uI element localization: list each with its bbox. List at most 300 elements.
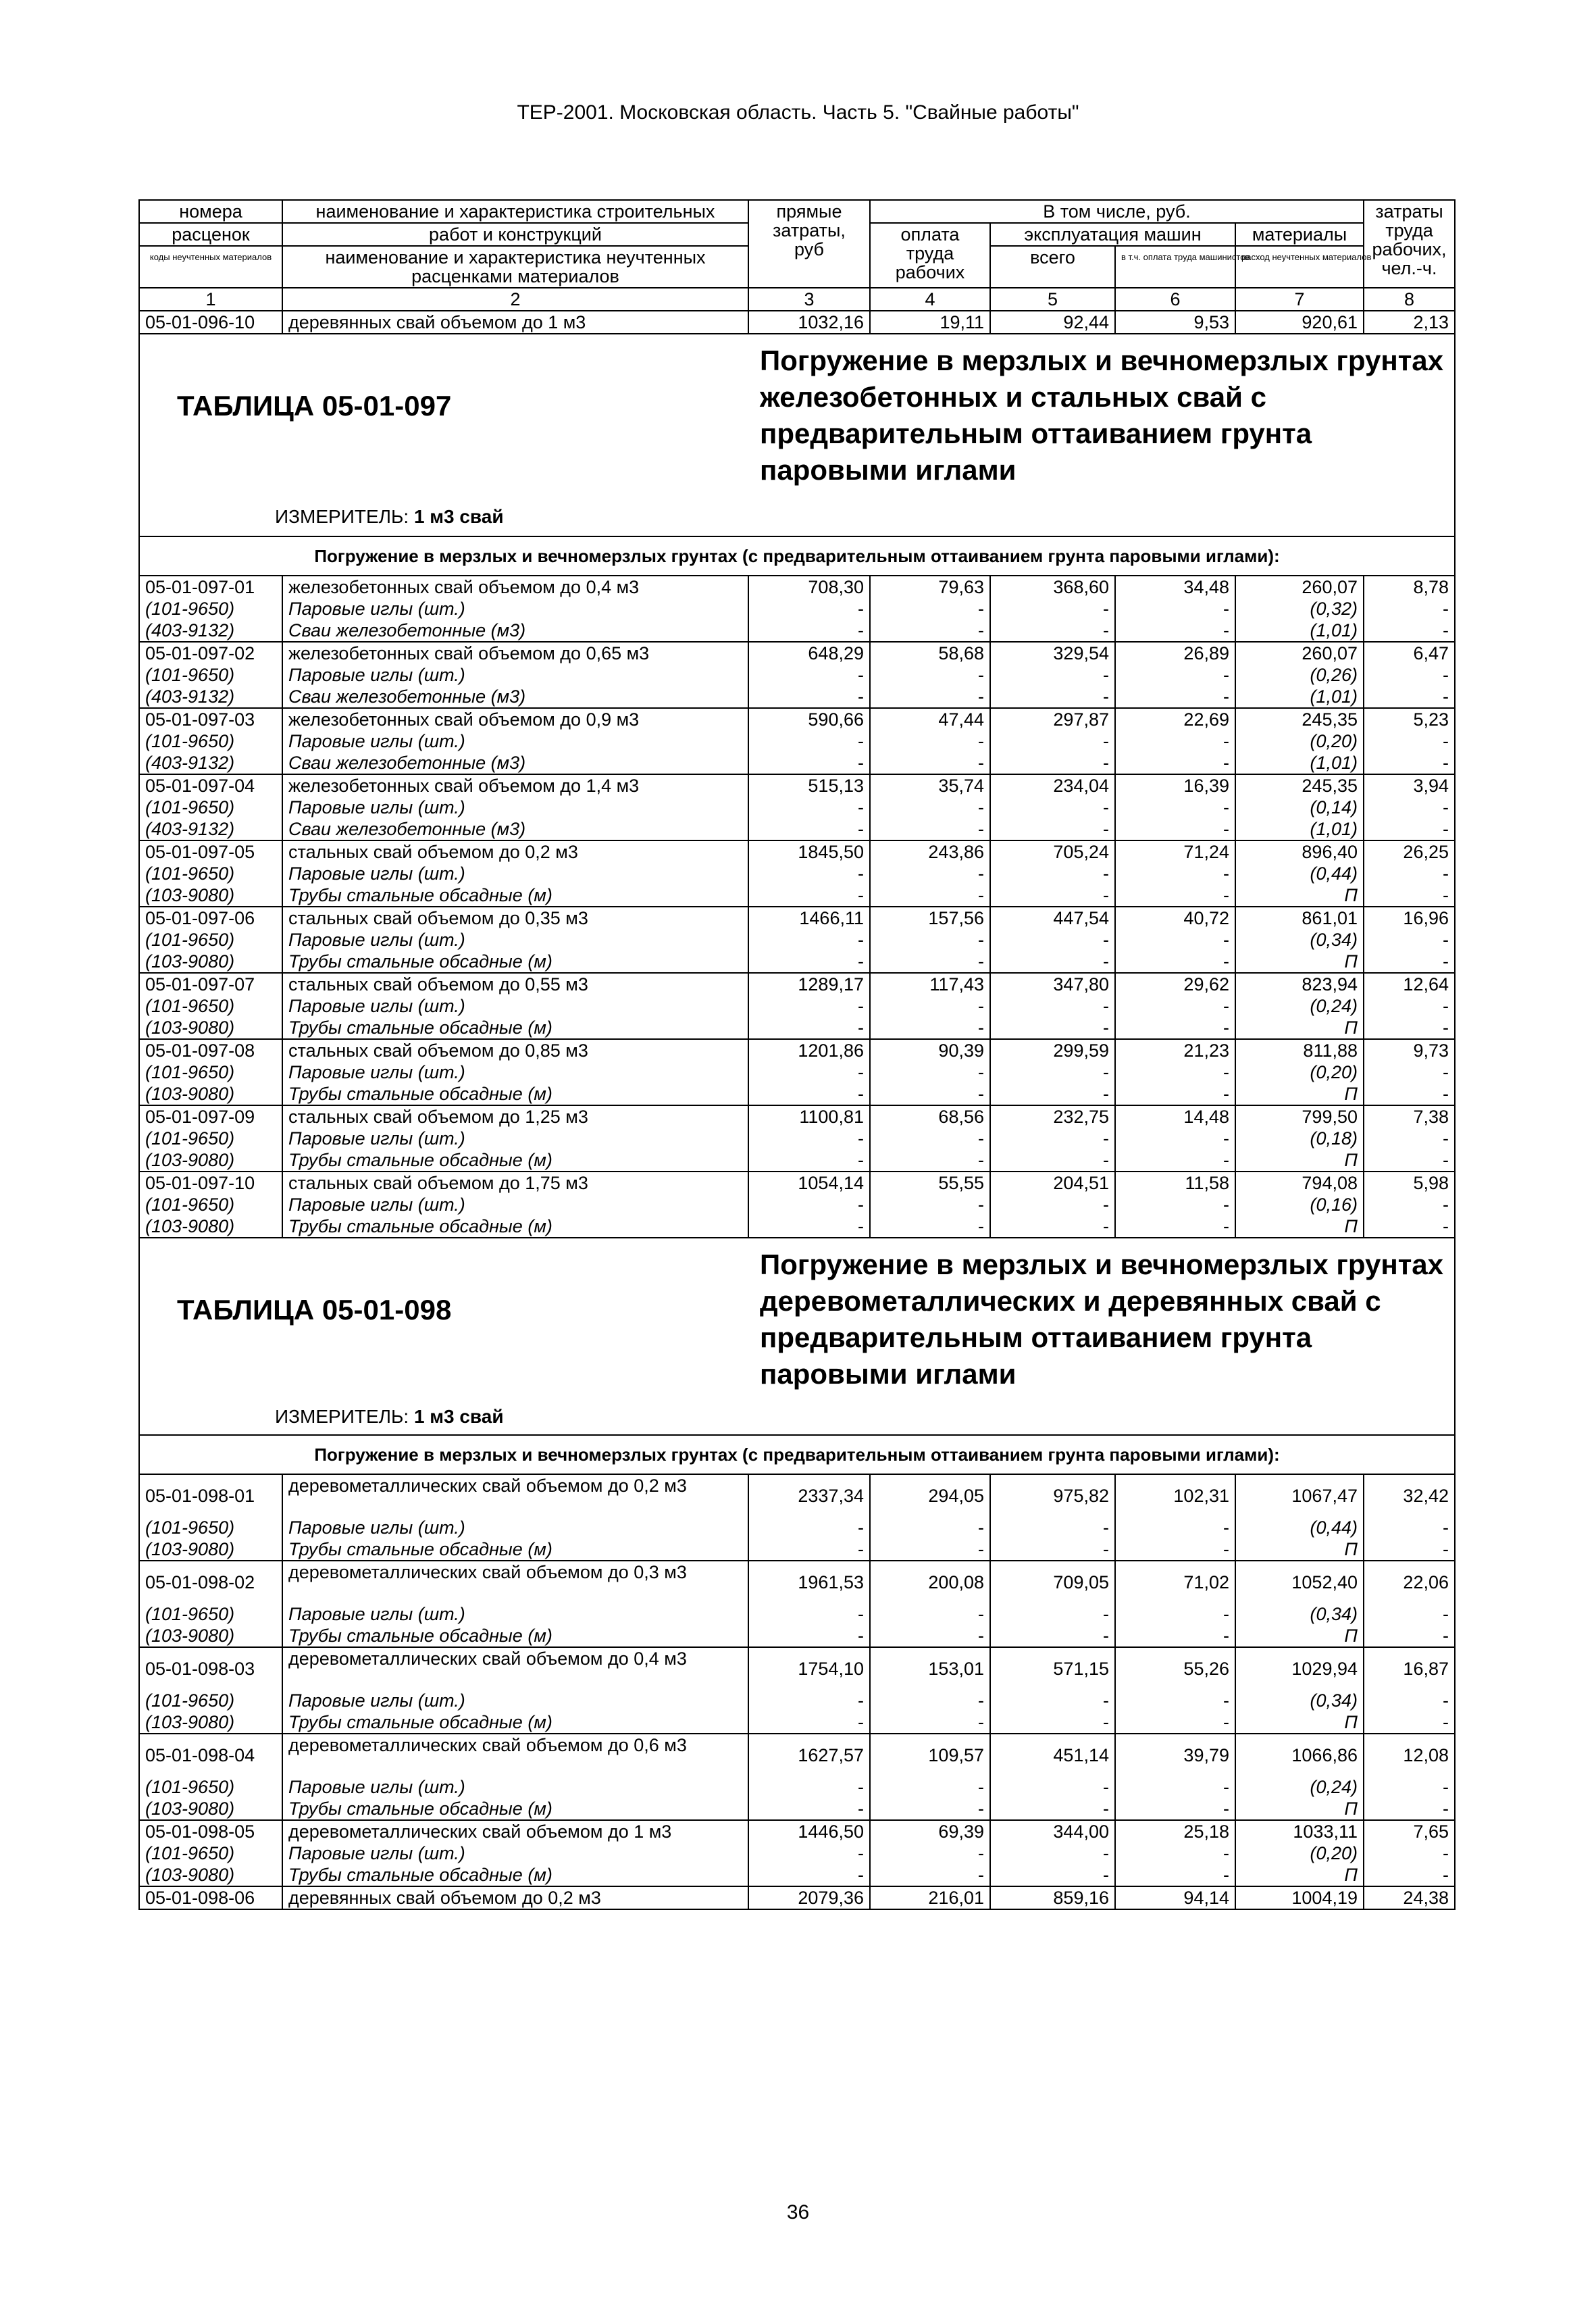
empty-machinist-pay: -: [1115, 1215, 1235, 1238]
header-row-1: [139, 200, 1455, 223]
empty-machinist-pay: -: [1115, 1864, 1235, 1886]
empty-labor-pay: -: [870, 1538, 990, 1561]
col8-header-line3: рабочих,: [1372, 239, 1447, 259]
table-097-label: ТАБЛИЦА 05-01-097: [177, 390, 452, 422]
empty-direct-costs: -: [748, 951, 870, 973]
machinist-pay: 29,62: [1115, 973, 1235, 995]
material-code: (101-9650): [139, 1194, 282, 1215]
empty-machines-total: -: [990, 929, 1115, 951]
materials-cost: 799,50: [1235, 1105, 1364, 1128]
labor-pay: 55,55: [870, 1172, 990, 1194]
material-consumption: П: [1235, 1864, 1364, 1886]
page-number: 36: [786, 2201, 810, 2223]
rate-code: 05-01-097-02: [139, 642, 282, 664]
material-name: Сваи железобетонные (м3): [282, 818, 748, 840]
machinist-pay: 9,53: [1115, 311, 1235, 334]
empty-machinist-pay: -: [1115, 752, 1235, 774]
labor-hours: 6,47: [1364, 642, 1455, 664]
empty-labor-hours: -: [1364, 1128, 1455, 1149]
material-row: [139, 1690, 1455, 1711]
material-row: [139, 1864, 1455, 1886]
empty-labor-hours: -: [1364, 1149, 1455, 1172]
machines-total: 232,75: [990, 1105, 1115, 1128]
material-name: Сваи железобетонные (м3): [282, 620, 748, 642]
material-name: Трубы стальные обсадные (м): [282, 1625, 748, 1647]
rate-code: 05-01-097-10: [139, 1172, 282, 1194]
empty-machinist-pay: -: [1115, 686, 1235, 708]
col8-header: [1364, 200, 1455, 288]
material-consumption: П: [1235, 1798, 1364, 1820]
material-consumption: П: [1235, 884, 1364, 907]
machines-total: 368,60: [990, 576, 1115, 598]
material-code: (403-9132): [139, 686, 282, 708]
table-row: [139, 1561, 1455, 1603]
labor-hours: 5,98: [1364, 1172, 1455, 1194]
empty-labor-hours: -: [1364, 929, 1455, 951]
material-code: (103-9080): [139, 884, 282, 907]
empty-machines-total: -: [990, 1538, 1115, 1561]
material-name: Паровые иглы (шт.): [282, 1128, 748, 1149]
empty-direct-costs: -: [748, 1842, 870, 1864]
col4-header: [870, 223, 990, 288]
col2-header-line4: расценками материалов: [411, 266, 619, 286]
labor-hours: 3,94: [1364, 774, 1455, 797]
material-row: [139, 598, 1455, 620]
empty-labor-pay: -: [870, 752, 990, 774]
empty-machinist-pay: -: [1115, 1061, 1235, 1083]
labor-hours: 8,78: [1364, 576, 1455, 598]
colnum-4: 4: [870, 288, 990, 311]
empty-machinist-pay: -: [1115, 884, 1235, 907]
material-row: [139, 951, 1455, 973]
col4-header-line3: рабочих: [895, 262, 965, 282]
material-code: (403-9132): [139, 620, 282, 642]
rate-code: 05-01-096-10: [139, 311, 282, 334]
material-row: [139, 818, 1455, 840]
direct-costs: 1845,50: [748, 840, 870, 863]
materials-cost: 861,01: [1235, 907, 1364, 929]
rate-name: железобетонных свай объемом до 0,9 м3: [282, 708, 748, 730]
table-097-group-heading: Погружение в мерзлых и вечномерзлых грунтах (с предварительным оттаиванием грунта паровыми иглами):: [139, 536, 1455, 576]
col2-header-top: наименование и характеристика строительных: [282, 200, 748, 223]
empty-direct-costs: -: [748, 752, 870, 774]
material-row: [139, 1194, 1455, 1215]
labor-pay: 90,39: [870, 1039, 990, 1061]
col7-header: расход неучтенных материалов: [1235, 246, 1364, 288]
material-name: Сваи железобетонные (м3): [282, 686, 748, 708]
empty-machinist-pay: -: [1115, 664, 1235, 686]
material-name: Паровые иглы (шт.): [282, 1194, 748, 1215]
rate-name: деревянных свай объемом до 0,2 м3: [282, 1886, 748, 1909]
labor-hours: 32,42: [1364, 1474, 1455, 1517]
table-row: [139, 1474, 1455, 1517]
material-row: [139, 929, 1455, 951]
empty-direct-costs: -: [748, 730, 870, 752]
material-consumption: П: [1235, 1215, 1364, 1238]
machinist-pay: 39,79: [1115, 1734, 1235, 1776]
rate-code: 05-01-098-03: [139, 1647, 282, 1690]
material-code: (101-9650): [139, 1603, 282, 1625]
machines-header: эксплуатация машин: [990, 223, 1235, 246]
material-consumption: (1,01): [1235, 686, 1364, 708]
material-consumption: П: [1235, 1083, 1364, 1105]
rate-code: 05-01-098-01: [139, 1474, 282, 1517]
empty-direct-costs: -: [748, 884, 870, 907]
rate-code: 05-01-097-06: [139, 907, 282, 929]
labor-pay: 157,56: [870, 907, 990, 929]
material-consumption: (0,24): [1235, 995, 1364, 1017]
material-code: (103-9080): [139, 1798, 282, 1820]
direct-costs: 1054,14: [748, 1172, 870, 1194]
material-row: [139, 884, 1455, 907]
direct-costs: 590,66: [748, 708, 870, 730]
labor-hours: 7,65: [1364, 1820, 1455, 1842]
empty-direct-costs: -: [748, 1690, 870, 1711]
direct-costs: 1754,10: [748, 1647, 870, 1690]
materials-cost: 811,88: [1235, 1039, 1364, 1061]
materials-cost: 260,07: [1235, 576, 1364, 598]
labor-hours: 5,23: [1364, 708, 1455, 730]
rate-code: 05-01-098-04: [139, 1734, 282, 1776]
empty-labor-pay: -: [870, 1017, 990, 1039]
empty-machines-total: -: [990, 686, 1115, 708]
rate-name: деревянных свай объемом до 1 м3: [282, 311, 748, 334]
material-code: (101-9650): [139, 797, 282, 818]
empty-machinist-pay: -: [1115, 1517, 1235, 1538]
empty-labor-hours: -: [1364, 598, 1455, 620]
labor-pay: 216,01: [870, 1886, 990, 1909]
empty-machinist-pay: -: [1115, 1083, 1235, 1105]
material-consumption: (0,34): [1235, 929, 1364, 951]
empty-labor-hours: -: [1364, 1603, 1455, 1625]
machines-total: 451,14: [990, 1734, 1115, 1776]
material-code: (101-9650): [139, 929, 282, 951]
empty-labor-pay: -: [870, 598, 990, 620]
material-consumption: (0,20): [1235, 730, 1364, 752]
material-consumption: (0,44): [1235, 863, 1364, 884]
direct-costs: 515,13: [748, 774, 870, 797]
empty-labor-pay: -: [870, 1083, 990, 1105]
table-row: [139, 576, 1455, 598]
empty-machines-total: -: [990, 951, 1115, 973]
empty-labor-hours: -: [1364, 1798, 1455, 1820]
direct-costs: 2337,34: [748, 1474, 870, 1517]
rate-name: железобетонных свай объемом до 0,4 м3: [282, 576, 748, 598]
material-name: Паровые иглы (шт.): [282, 1842, 748, 1864]
empty-machines-total: -: [990, 1711, 1115, 1734]
empty-direct-costs: -: [748, 1864, 870, 1886]
empty-labor-hours: -: [1364, 730, 1455, 752]
empty-direct-costs: -: [748, 620, 870, 642]
material-row: [139, 1061, 1455, 1083]
empty-labor-hours: -: [1364, 818, 1455, 840]
material-name: Паровые иглы (шт.): [282, 1690, 748, 1711]
empty-direct-costs: -: [748, 1083, 870, 1105]
rate-name: стальных свай объемом до 1,25 м3: [282, 1105, 748, 1128]
empty-labor-hours: -: [1364, 1194, 1455, 1215]
empty-machinist-pay: -: [1115, 598, 1235, 620]
including-header: В том числе, руб.: [870, 200, 1364, 223]
material-name: Паровые иглы (шт.): [282, 1061, 748, 1083]
rate-code: 05-01-097-01: [139, 576, 282, 598]
material-name: Трубы стальные обсадные (м): [282, 1017, 748, 1039]
material-row: [139, 797, 1455, 818]
empty-labor-pay: -: [870, 1690, 990, 1711]
materials-header: материалы: [1235, 223, 1364, 246]
empty-labor-pay: -: [870, 1061, 990, 1083]
material-row: [139, 664, 1455, 686]
labor-pay: 69,39: [870, 1820, 990, 1842]
empty-labor-pay: -: [870, 686, 990, 708]
empty-labor-pay: -: [870, 1149, 990, 1172]
empty-labor-pay: -: [870, 1776, 990, 1798]
empty-labor-hours: -: [1364, 951, 1455, 973]
material-row: [139, 1215, 1455, 1238]
table-row: [139, 774, 1455, 797]
labor-pay: 117,43: [870, 973, 990, 995]
machines-total: 92,44: [990, 311, 1115, 334]
labor-hours: 12,08: [1364, 1734, 1455, 1776]
col3-header-line2: затраты,: [773, 220, 846, 241]
empty-labor-hours: -: [1364, 1711, 1455, 1734]
machinist-pay: 102,31: [1115, 1474, 1235, 1517]
machines-total: 859,16: [990, 1886, 1115, 1909]
empty-direct-costs: -: [748, 1061, 870, 1083]
labor-pay: 79,63: [870, 576, 990, 598]
machines-total: 347,80: [990, 973, 1115, 995]
empty-machinist-pay: -: [1115, 1128, 1235, 1149]
labor-pay: 294,05: [870, 1474, 990, 1517]
empty-labor-hours: -: [1364, 1083, 1455, 1105]
material-consumption: (0,16): [1235, 1194, 1364, 1215]
empty-labor-hours: -: [1364, 1842, 1455, 1864]
empty-machinist-pay: -: [1115, 1798, 1235, 1820]
material-code: (103-9080): [139, 1625, 282, 1647]
material-row: [139, 1149, 1455, 1172]
col2-header-line3: наименование и характеристика неучтенных: [325, 247, 706, 268]
empty-labor-hours: -: [1364, 664, 1455, 686]
material-name: Паровые иглы (шт.): [282, 995, 748, 1017]
material-consumption: (0,26): [1235, 664, 1364, 686]
empty-machinist-pay: -: [1115, 1538, 1235, 1561]
empty-machinist-pay: -: [1115, 1711, 1235, 1734]
material-consumption: (0,18): [1235, 1128, 1364, 1149]
material-code: (103-9080): [139, 1864, 282, 1886]
material-row: [139, 1798, 1455, 1820]
material-row: [139, 1842, 1455, 1864]
material-code: (101-9650): [139, 1061, 282, 1083]
empty-labor-pay: -: [870, 1215, 990, 1238]
labor-pay: 200,08: [870, 1561, 990, 1603]
table-098-measure: [275, 1407, 504, 1426]
material-code: (101-9650): [139, 1776, 282, 1798]
table-row: [139, 642, 1455, 664]
material-name: Трубы стальные обсадные (м): [282, 1798, 748, 1820]
machines-total: 571,15: [990, 1647, 1115, 1690]
rate-name: стальных свай объемом до 0,85 м3: [282, 1039, 748, 1061]
empty-machines-total: -: [990, 620, 1115, 642]
rate-name: стальных свай объемом до 0,35 м3: [282, 907, 748, 929]
colnum-3: 3: [748, 288, 870, 311]
material-row: [139, 1603, 1455, 1625]
machinist-pay: 25,18: [1115, 1820, 1235, 1842]
colnum-7: 7: [1235, 288, 1364, 311]
material-name: Трубы стальные обсадные (м): [282, 1083, 748, 1105]
empty-machines-total: -: [990, 1083, 1115, 1105]
rate-name: деревометаллических свай объемом до 0,2 м3: [282, 1474, 748, 1517]
machinist-pay: 71,24: [1115, 840, 1235, 863]
col8-header-line4: чел.-ч.: [1381, 258, 1437, 278]
empty-labor-pay: -: [870, 1625, 990, 1647]
table-098-last: [139, 1886, 1455, 1909]
material-consumption: (1,01): [1235, 818, 1364, 840]
rate-code: 05-01-098-02: [139, 1561, 282, 1603]
table-097-rows: [139, 576, 1455, 1238]
materials-cost: 896,40: [1235, 840, 1364, 863]
materials-cost: 1067,47: [1235, 1474, 1364, 1517]
material-name: Паровые иглы (шт.): [282, 863, 748, 884]
material-name: Трубы стальные обсадные (м): [282, 1149, 748, 1172]
labor-pay: 109,57: [870, 1734, 990, 1776]
labor-hours: 16,87: [1364, 1647, 1455, 1690]
materials-cost: 823,94: [1235, 973, 1364, 995]
colnum-8: 8: [1364, 288, 1455, 311]
labor-pay: 153,01: [870, 1647, 990, 1690]
empty-labor-hours: -: [1364, 797, 1455, 818]
table-098-title: Погружение в мерзлых и вечномерзлых грунтах деревометаллических и деревянных свай с предварительным оттаиванием грунта паровыми иглами: [760, 1249, 1443, 1390]
rate-name: железобетонных свай объемом до 1,4 м3: [282, 774, 748, 797]
material-row: [139, 1128, 1455, 1149]
machines-total: 204,51: [990, 1172, 1115, 1194]
empty-labor-pay: -: [870, 1798, 990, 1820]
materials-cost: 260,07: [1235, 642, 1364, 664]
material-consumption: (1,01): [1235, 752, 1364, 774]
material-name: Сваи железобетонные (м3): [282, 752, 748, 774]
machines-total: 329,54: [990, 642, 1115, 664]
labor-hours: 12,64: [1364, 973, 1455, 995]
direct-costs: 1627,57: [748, 1734, 870, 1776]
table-row: [139, 1886, 1455, 1909]
empty-labor-hours: -: [1364, 1215, 1455, 1238]
empty-labor-pay: -: [870, 1517, 990, 1538]
empty-machines-total: -: [990, 1149, 1115, 1172]
empty-labor-hours: -: [1364, 884, 1455, 907]
empty-direct-costs: -: [748, 863, 870, 884]
labor-hours: 24,38: [1364, 1886, 1455, 1909]
direct-costs: 1446,50: [748, 1820, 870, 1842]
empty-machinist-pay: -: [1115, 1625, 1235, 1647]
materials-cost: 794,08: [1235, 1172, 1364, 1194]
empty-labor-hours: -: [1364, 1864, 1455, 1886]
empty-direct-costs: -: [748, 1798, 870, 1820]
empty-machines-total: -: [990, 1798, 1115, 1820]
empty-labor-hours: -: [1364, 995, 1455, 1017]
empty-machines-total: -: [990, 1128, 1115, 1149]
direct-costs: 708,30: [748, 576, 870, 598]
table-097-measure-label: ИЗМЕРИТЕЛЬ:: [275, 506, 409, 527]
rate-code: 05-01-098-05: [139, 1820, 282, 1842]
col2-header-mid: работ и конструкций: [282, 223, 748, 246]
col4-header-line2: труда: [906, 243, 954, 263]
materials-cost: 1052,40: [1235, 1561, 1364, 1603]
empty-machines-total: -: [990, 884, 1115, 907]
material-consumption: (0,34): [1235, 1603, 1364, 1625]
material-code: (101-9650): [139, 1842, 282, 1864]
empty-machinist-pay: -: [1115, 1690, 1235, 1711]
empty-labor-pay: -: [870, 1711, 990, 1734]
table-098-group-heading: Погружение в мерзлых и вечномерзлых грунтах (с предварительным оттаиванием грунта паровыми иглами):: [139, 1435, 1455, 1474]
col2-header-bottom: [282, 246, 748, 288]
empty-machines-total: -: [990, 818, 1115, 840]
empty-direct-costs: -: [748, 1625, 870, 1647]
material-name: Паровые иглы (шт.): [282, 1603, 748, 1625]
empty-machines-total: -: [990, 995, 1115, 1017]
empty-machinist-pay: -: [1115, 1149, 1235, 1172]
empty-machinist-pay: -: [1115, 929, 1235, 951]
material-consumption: П: [1235, 951, 1364, 973]
empty-machines-total: -: [990, 730, 1115, 752]
empty-direct-costs: -: [748, 929, 870, 951]
material-code: (101-9650): [139, 995, 282, 1017]
empty-labor-pay: -: [870, 929, 990, 951]
material-code: (101-9650): [139, 730, 282, 752]
direct-costs: 648,29: [748, 642, 870, 664]
material-code: (101-9650): [139, 664, 282, 686]
labor-hours: 22,06: [1364, 1561, 1455, 1603]
rate-code: 05-01-097-03: [139, 708, 282, 730]
machines-total: 297,87: [990, 708, 1115, 730]
material-consumption: (0,20): [1235, 1842, 1364, 1864]
col4-header-line1: оплата: [900, 224, 960, 245]
machines-total: 709,05: [990, 1561, 1115, 1603]
empty-labor-pay: -: [870, 1603, 990, 1625]
table-row: [139, 1105, 1455, 1128]
empty-machines-total: -: [990, 1603, 1115, 1625]
empty-machinist-pay: -: [1115, 863, 1235, 884]
empty-direct-costs: -: [748, 797, 870, 818]
rate-name: деревометаллических свай объемом до 1 м3: [282, 1820, 748, 1842]
rate-code: 05-01-098-06: [139, 1886, 282, 1909]
material-code: (403-9132): [139, 818, 282, 840]
machines-total: 344,00: [990, 1820, 1115, 1842]
machinist-pay: 26,89: [1115, 642, 1235, 664]
material-name: Паровые иглы (шт.): [282, 1776, 748, 1798]
table-row: [139, 1647, 1455, 1690]
empty-labor-hours: -: [1364, 1017, 1455, 1039]
rate-code: 05-01-097-04: [139, 774, 282, 797]
table-row: [139, 1039, 1455, 1061]
empty-machines-total: -: [990, 1194, 1115, 1215]
col1-header-top: номера: [139, 200, 282, 223]
empty-labor-pay: -: [870, 620, 990, 642]
empty-direct-costs: -: [748, 1603, 870, 1625]
col8-header-line1: затраты: [1375, 201, 1443, 222]
rate-code: 05-01-097-08: [139, 1039, 282, 1061]
material-row: [139, 1083, 1455, 1105]
col3-header-line3: руб: [794, 239, 824, 259]
material-name: Паровые иглы (шт.): [282, 929, 748, 951]
labor-hours: 26,25: [1364, 840, 1455, 863]
empty-labor-pay: -: [870, 951, 990, 973]
material-consumption: П: [1235, 1538, 1364, 1561]
material-code: (101-9650): [139, 863, 282, 884]
material-consumption: (0,14): [1235, 797, 1364, 818]
material-row: [139, 1538, 1455, 1561]
empty-direct-costs: -: [748, 1017, 870, 1039]
empty-machines-total: -: [990, 1864, 1115, 1886]
material-consumption: (0,24): [1235, 1776, 1364, 1798]
empty-direct-costs: -: [748, 1776, 870, 1798]
